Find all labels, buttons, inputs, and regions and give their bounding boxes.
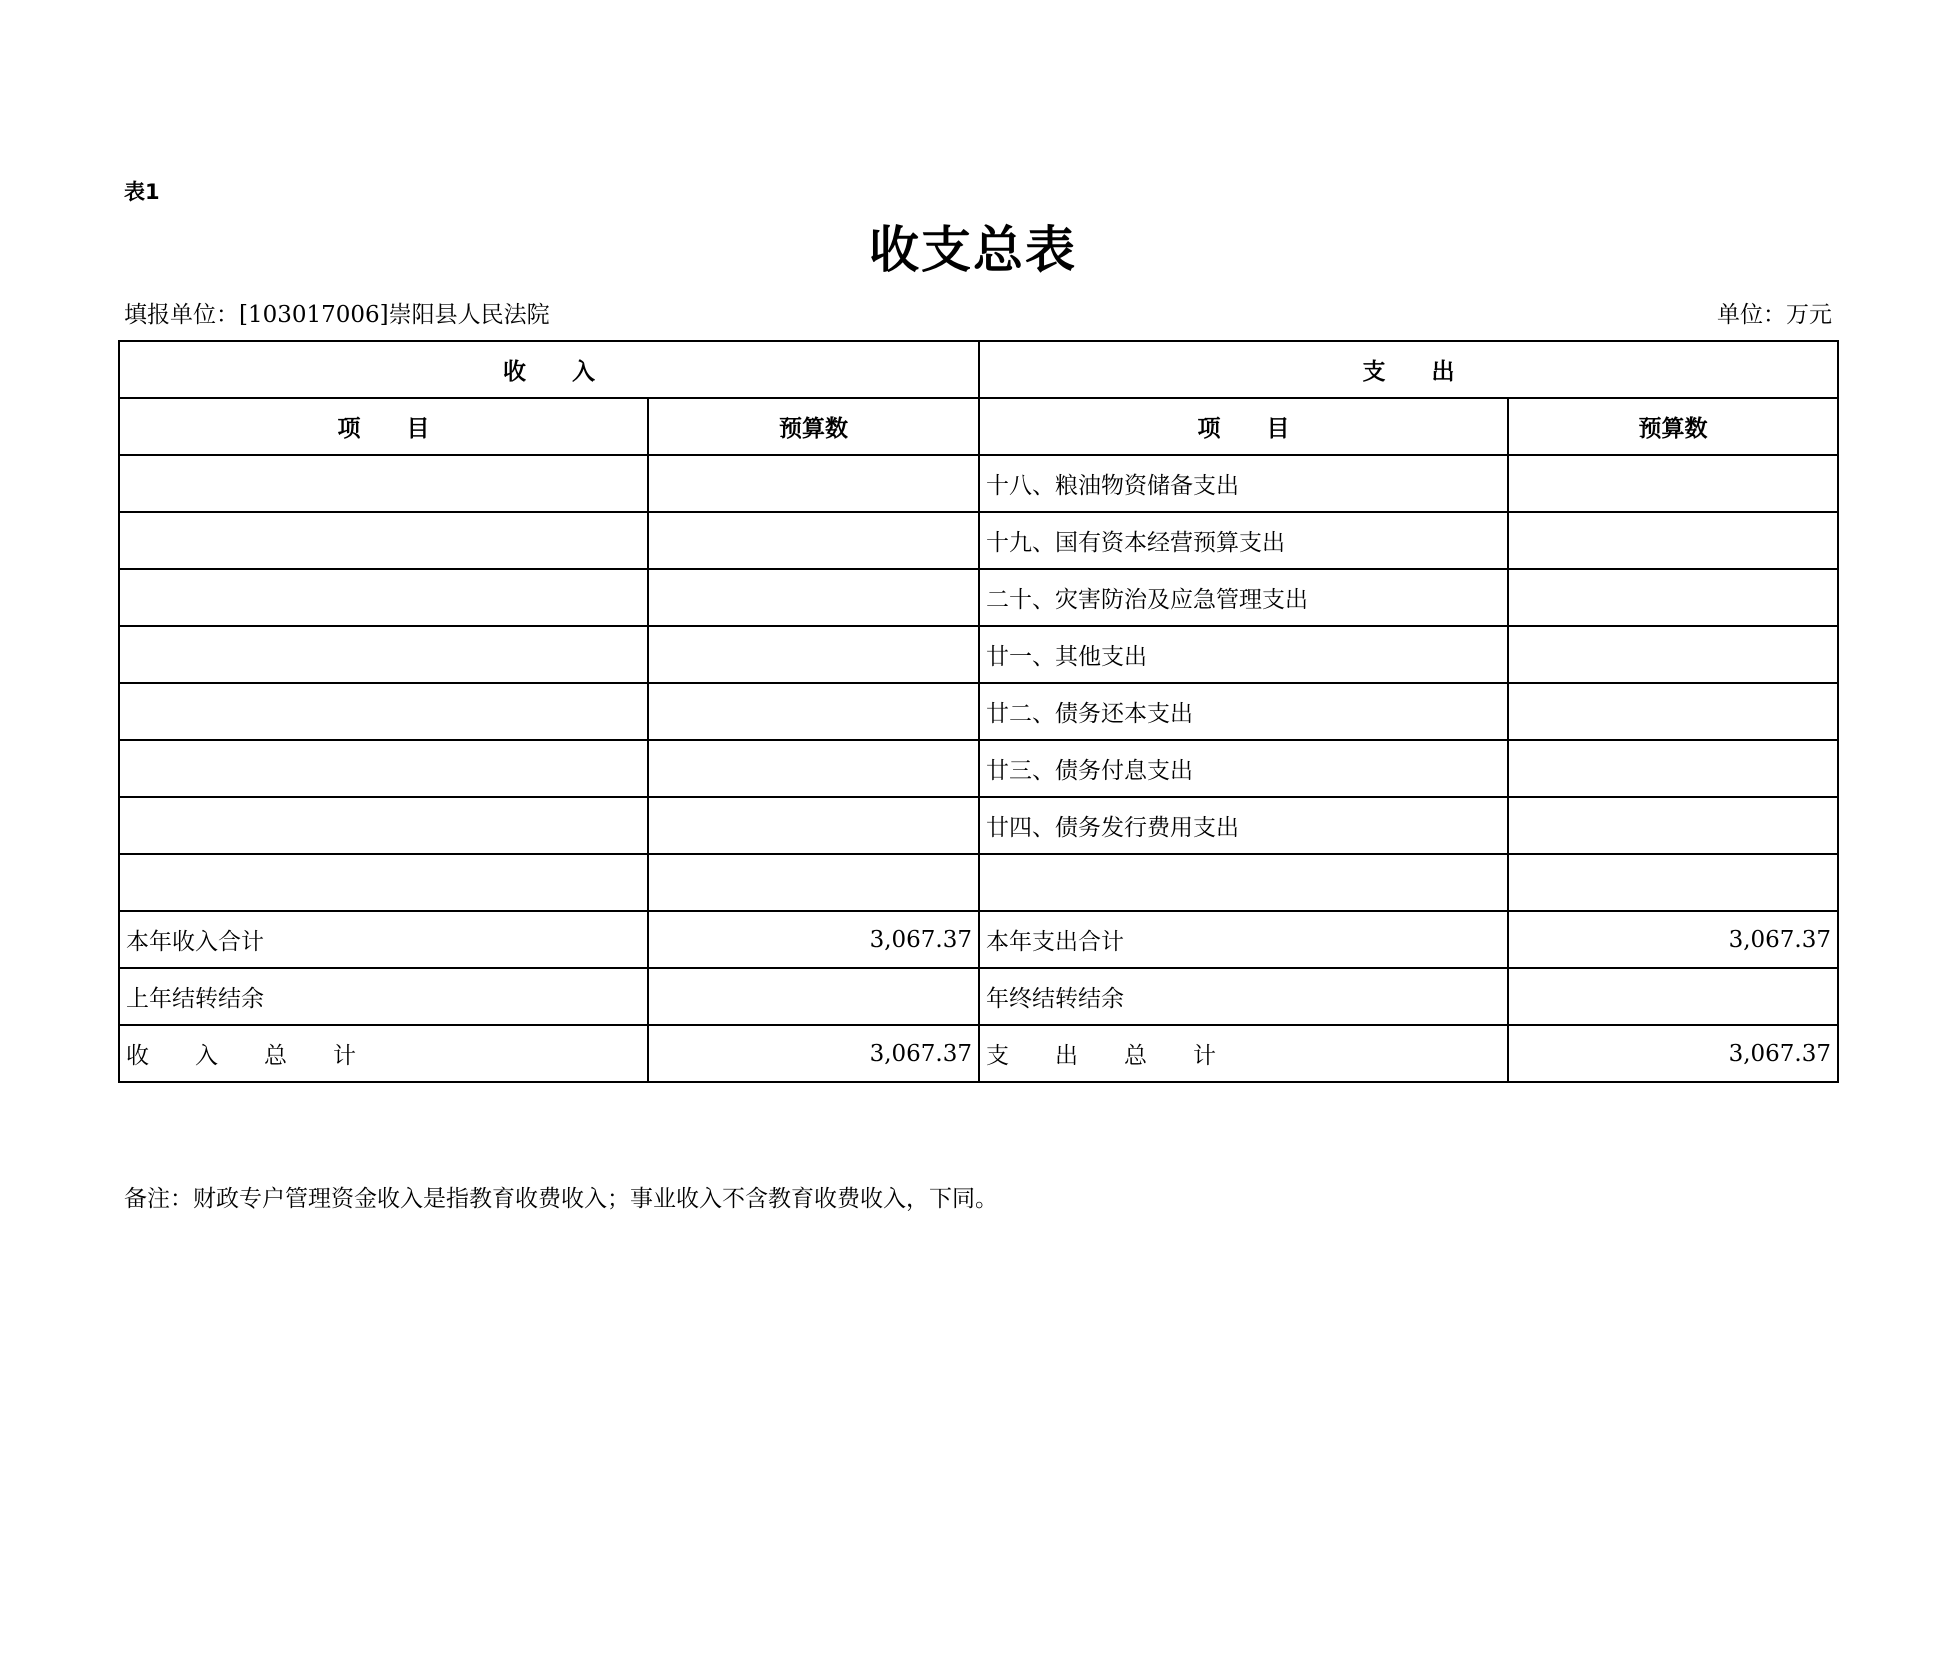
summary-table [118, 340, 1839, 1083]
table-id: 表1 [124, 180, 160, 204]
table-row [119, 683, 1838, 740]
income-item-cell [119, 740, 648, 797]
income-item-cell: 本年收入合计 [119, 911, 648, 968]
expense-group-header: 支 出 [979, 341, 1838, 398]
expense-item-cell: 年终结转结余 [979, 968, 1508, 1025]
group-header-row [119, 341, 1838, 398]
expense-value-cell [1508, 512, 1838, 569]
table-row [119, 854, 1838, 911]
income-value-cell [648, 854, 979, 911]
expense-value-cell [1508, 569, 1838, 626]
income-value-cell [648, 797, 979, 854]
income-value-cell: 3,067.37 [648, 911, 979, 968]
expense-item-cell: 二十、灾害防治及应急管理支出 [979, 569, 1508, 626]
income-value-cell [648, 968, 979, 1025]
expense-item-cell: 廿三、债务付息支出 [979, 740, 1508, 797]
table-row [119, 1025, 1838, 1082]
expense-value-cell [1508, 683, 1838, 740]
expense-budget-header: 预算数 [1508, 398, 1838, 455]
income-item-cell: 上年结转结余 [119, 968, 648, 1025]
expense-item-cell: 廿一、其他支出 [979, 626, 1508, 683]
expense-item-header: 项 目 [979, 398, 1508, 455]
expense-value-cell: 3,067.37 [1508, 911, 1838, 968]
table-row [119, 740, 1838, 797]
income-item-cell [119, 569, 648, 626]
income-value-cell [648, 740, 979, 797]
income-item-cell [119, 512, 648, 569]
column-header-row [119, 398, 1838, 455]
income-budget-header: 预算数 [648, 398, 979, 455]
table-row [119, 968, 1838, 1025]
income-item-cell [119, 797, 648, 854]
income-value-cell [648, 512, 979, 569]
income-value-cell [648, 569, 979, 626]
income-value-cell [648, 683, 979, 740]
table-row [119, 626, 1838, 683]
income-item-header: 项 目 [119, 398, 648, 455]
income-value-cell [648, 626, 979, 683]
expense-item-cell: 十九、国有资本经营预算支出 [979, 512, 1508, 569]
expense-value-cell [1508, 968, 1838, 1025]
table-row [119, 911, 1838, 968]
expense-item-cell: 本年支出合计 [979, 911, 1508, 968]
currency-unit: 单位：万元 [1717, 302, 1832, 328]
filling-unit: 填报单位：[103017006]崇阳县人民法院 [124, 302, 550, 328]
expense-item-cell: 十八、粮油物资储备支出 [979, 455, 1508, 512]
income-item-cell: 收 入 总 计 [119, 1025, 648, 1082]
expense-value-cell: 3,067.37 [1508, 1025, 1838, 1082]
table-row [119, 569, 1838, 626]
table-row [119, 797, 1838, 854]
expense-value-cell [1508, 455, 1838, 512]
expense-item-cell: 廿二、债务还本支出 [979, 683, 1508, 740]
expense-item-cell [979, 854, 1508, 911]
expense-item-cell: 支 出 总 计 [979, 1025, 1508, 1082]
expense-item-cell: 廿四、债务发行费用支出 [979, 797, 1508, 854]
footnote: 备注：财政专户管理资金收入是指教育收费收入；事业收入不含教育收费收入，下同。 [124, 1186, 998, 1212]
table-row [119, 512, 1838, 569]
expense-value-cell [1508, 740, 1838, 797]
expense-value-cell [1508, 854, 1838, 911]
income-item-cell [119, 683, 648, 740]
income-item-cell [119, 854, 648, 911]
income-item-cell [119, 626, 648, 683]
income-value-cell [648, 455, 979, 512]
income-item-cell [119, 455, 648, 512]
expense-value-cell [1508, 626, 1838, 683]
income-value-cell: 3,067.37 [648, 1025, 979, 1082]
income-group-header: 收 入 [119, 341, 979, 398]
page-title: 收支总表 [869, 221, 1077, 279]
expense-value-cell [1508, 797, 1838, 854]
table-row [119, 455, 1838, 512]
